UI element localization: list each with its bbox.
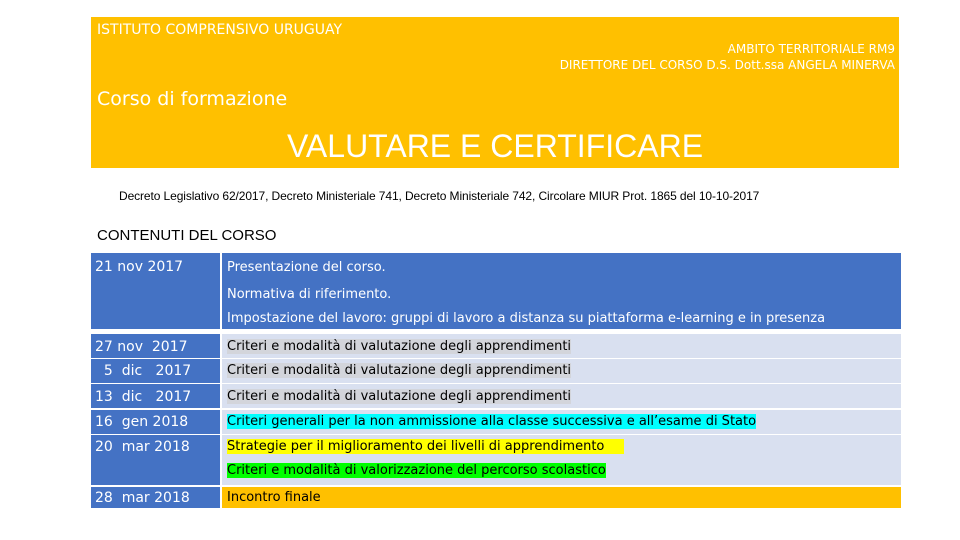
description-line: Impostazione del lavoro: gruppi di lavoro a distanza su piattaforma e-learning e in presenza bbox=[227, 311, 826, 326]
corso-label: Corso di formazione bbox=[97, 88, 288, 110]
date-text: 5 dic 2017 bbox=[95, 363, 192, 379]
description-line: Incontro finale bbox=[227, 490, 321, 505]
contenuti-heading: CONTENUTI DEL CORSO bbox=[97, 227, 277, 244]
date-text: 13 dic 2017 bbox=[95, 389, 192, 405]
direttore-line: DIRETTORE DEL CORSO D.S. Dott.ssa ANGELA MINERVA bbox=[559, 58, 895, 72]
date-text: 21 nov 2017 bbox=[95, 259, 184, 275]
date-cell bbox=[91, 253, 220, 329]
date-cell bbox=[91, 487, 220, 508]
description-cell bbox=[222, 410, 901, 434]
description-line: Strategie per il miglioramento dei livelli di apprendimento bbox=[227, 439, 624, 454]
date-cell bbox=[91, 410, 220, 434]
ambito-block bbox=[560, 41, 895, 73]
school-name: ISTITUTO COMPRENSIVO URUGUAY bbox=[97, 22, 343, 38]
date-text: 28 mar 2018 bbox=[95, 490, 190, 506]
description-line: Normativa di riferimento. bbox=[227, 287, 392, 302]
ambito-line: AMBITO TERRITORIALE RM9 bbox=[727, 42, 895, 56]
description-cell bbox=[222, 487, 901, 508]
date-text: 27 nov 2017 bbox=[95, 339, 188, 355]
description-cell bbox=[222, 359, 901, 383]
date-text: 20 mar 2018 bbox=[95, 439, 190, 455]
description-cell bbox=[222, 435, 901, 485]
date-cell bbox=[91, 384, 220, 408]
date-cell bbox=[91, 334, 220, 358]
date-cell bbox=[91, 359, 220, 383]
decreto-references: Decreto Legislativo 62/2017, Decreto Ministeriale 741, Decreto Ministeriale 742, Circolare MIUR Prot. 1865 del 10-10-2017 bbox=[119, 189, 760, 203]
page-title: VALUTARE E CERTIFICARE bbox=[286, 128, 704, 164]
description-line: Criteri e modalità di valorizzazione del percorso scolastico bbox=[227, 463, 606, 478]
description-line: Criteri e modalità di valutazione degli apprendimenti bbox=[227, 363, 572, 378]
description-line: Criteri e modalità di valutazione degli apprendimenti bbox=[227, 389, 572, 404]
date-text: 16 gen 2018 bbox=[95, 414, 189, 430]
description-cell bbox=[222, 334, 901, 358]
date-cell bbox=[91, 435, 220, 485]
description-line: Criteri generali per la non ammissione alla classe successiva e all’esame di Stato bbox=[227, 414, 757, 429]
description-line: Presentazione del corso. bbox=[227, 260, 386, 275]
description-cell bbox=[222, 253, 901, 329]
description-line: Criteri e modalità di valutazione degli apprendimenti bbox=[227, 339, 572, 354]
description-cell bbox=[222, 384, 901, 408]
header-banner bbox=[91, 17, 899, 168]
